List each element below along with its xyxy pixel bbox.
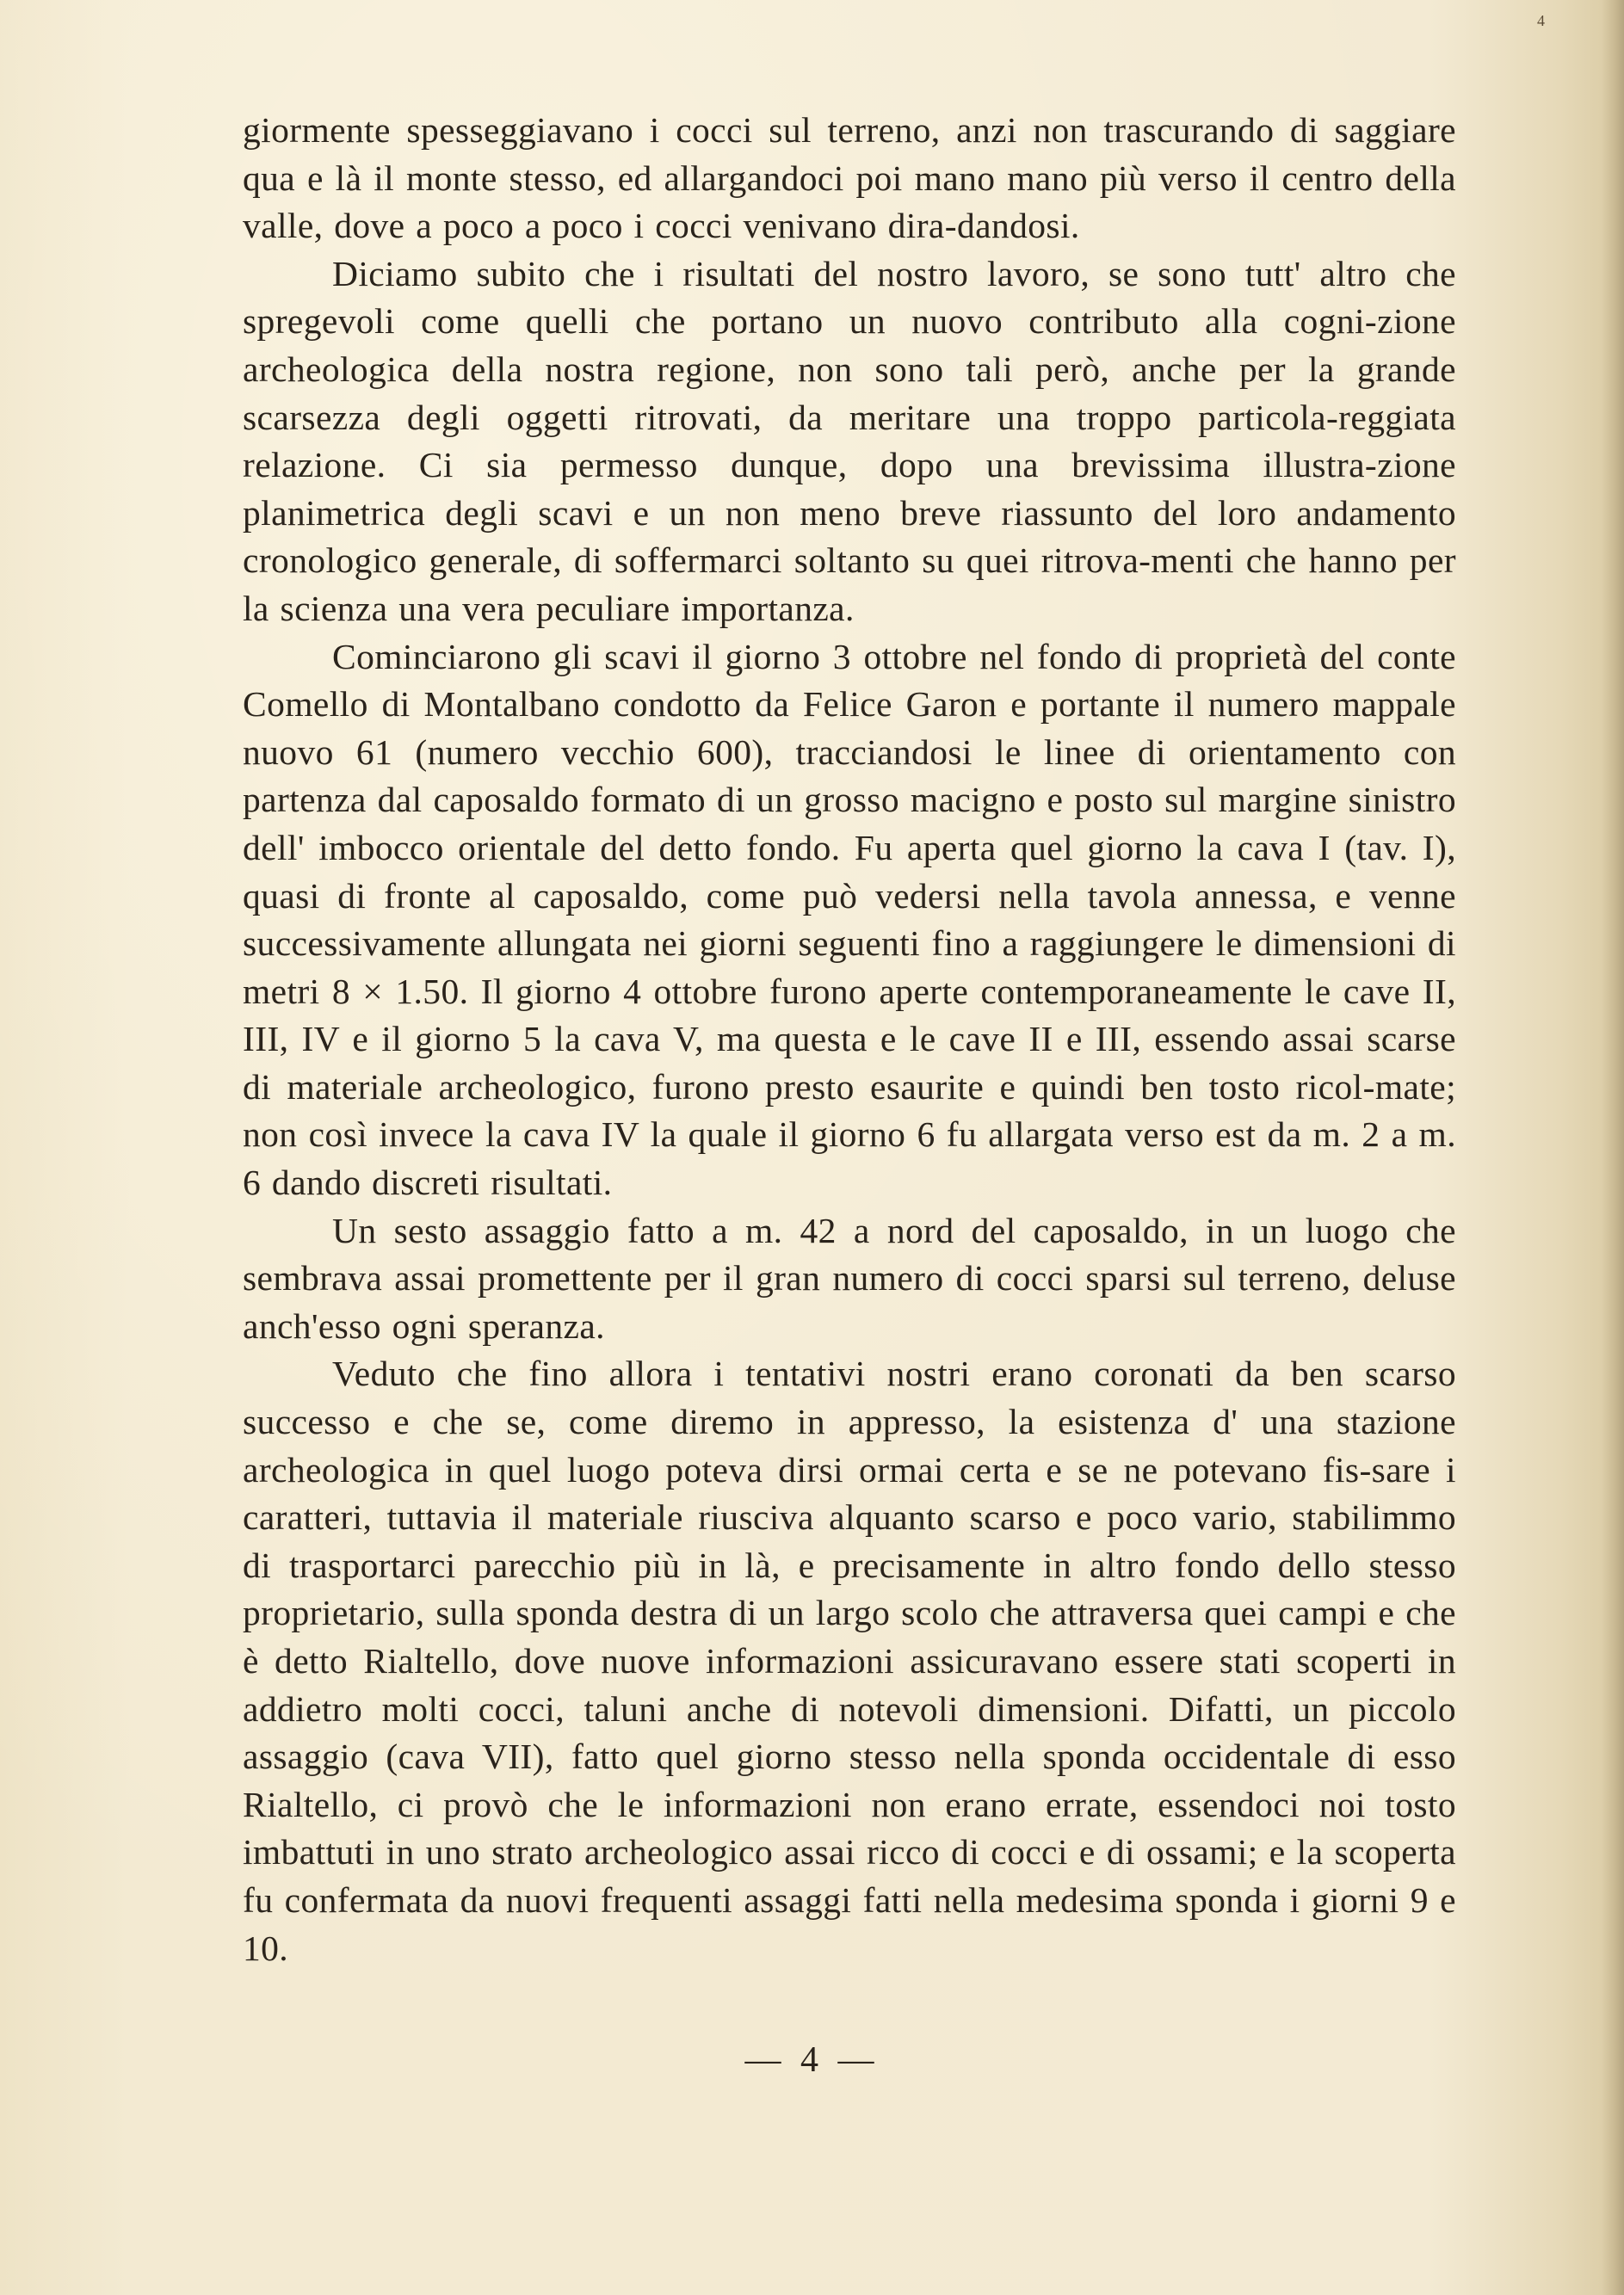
paragraph-4: Un sesto assaggio fatto a m. 42 a nord del caposaldo, in un luogo che sembrava assai promettente per il gran numero di cocci sparsi sul terreno, deluse anch'esso ogni speranza. [243, 1210, 1456, 1346]
page-edge-shadow [1602, 0, 1624, 2295]
paragraph-2: Diciamo subito che i risultati del nostro lavoro, se sono tutt' altro che spregevoli come quelli che portano un nuovo contributo alla cogni-zione archeologica della nostra regione, non sono tali però, anche per la grande scarsezza degli oggetti ritrovati, da meritare una troppo particola-reggiata relazione. Ci sia permesso dunque, dopo una brevissima illustra-zione planimetrica degli scavi e un non meno breve riassunto del loro andamento cronologico generale, di soffermarci soltanto su quei ritrova-menti che hanno per la scienza una vera peculiare importanza. [243, 253, 1456, 628]
page-number: — 4 — [744, 2040, 880, 2080]
body-text [243, 107, 1456, 1972]
paragraph-5: Veduto che fino allora i tentativi nostri erano coronati da ben scarso successo e che se, come diremo in appresso, la esistenza d' una stazione archeologica in quel luogo poteva dirsi ormai certa e se ne potevano fis-sare i caratteri, tuttavia il materiale riusciva alquanto scarso e poco vario, stabilimmo di trasportarci parecchio più in là, e precisamente in altro fondo dello stesso proprietario, sulla sponda destra di un largo scolo che attraversa quei campi e che è detto Rialtello, dove nuove informazioni assicuravano essere stati scoperti in addietro molti cocci, taluni anche di notevoli dimensioni. Difatti, un piccolo assaggio (cava VII), fatto quel giorno stesso nella sponda occidentale di esso Rialtello, ci provò che le informazioni non erano errate, essendoci noi tosto imbattuti in uno strato archeologico assai ricco di cocci e di ossami; e la scoperta fu confermata da nuovi frequenti assaggi fatti nella medesima sponda i giorni 9 e 10. [243, 1354, 1456, 1968]
paragraph-3: Cominciarono gli scavi il giorno 3 ottobre nel fondo di proprietà del conte Comello di Montalbano condotto da Felice Garon e portante il numero mappale nuovo 61 (numero vecchio 600), tracciandosi le linee di orientamento con partenza dal caposaldo formato di un grosso macigno e posto sul margine sinistro dell' imbocco orientale del detto fondo. Fu aperta quel giorno la cava I (tav. I), quasi di fronte al caposaldo, come può vedersi nella tavola annessa, e venne successivamente allungata nei giorni seguenti fino a raggiungere le dimensioni di metri 8 × 1.50. Il giorno 4 ottobre furono aperte contemporaneamente le cave II, III, IV e il giorno 5 la cava V, ma questa e le cave II e III, essendo assai scarse di materiale archeologico, furono presto esaurite e quindi ben tosto ricol-mate; non così invece la cava IV la quale il giorno 6 fu allargata verso est da m. 2 a m. 6 dando discreti risultati. [243, 636, 1456, 1203]
paragraph-1: giormente spesseggiavano i cocci sul terreno, anzi non trascurando di saggiare qua e là il monte stesso, ed allargandoci poi mano mano più verso il centro della valle, dove a poco a poco i cocci venivano dira-dandosi. [243, 110, 1456, 246]
corner-mark: 4 [1537, 12, 1545, 29]
